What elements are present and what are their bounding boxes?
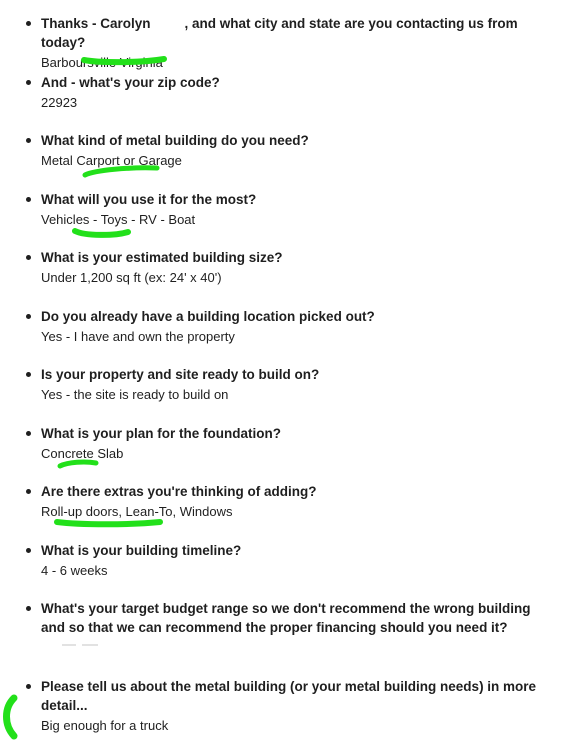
question-location <box>41 14 557 52</box>
bullet <box>26 255 31 260</box>
bullet <box>26 138 31 143</box>
qa-item-location <box>41 14 557 72</box>
question-location-picked: Do you already have a building location picked out? <box>41 309 375 324</box>
green-underline-vehicles <box>75 231 128 235</box>
qa-item-location-picked <box>41 307 557 346</box>
question-extras: Are there extras you're thinking of adding? <box>41 484 317 499</box>
bullet <box>26 489 31 494</box>
answer-zip: 22923 <box>41 95 78 110</box>
redacted-name <box>151 17 185 31</box>
qa-item-size <box>41 248 557 287</box>
answer-size: Under 1,200 sq ft (ex: 24' x 40') <box>41 270 222 285</box>
bullet <box>26 548 31 553</box>
qa-item-budget <box>41 599 557 638</box>
answer-location-picked: Yes - I have and own the property <box>41 329 235 344</box>
answer-timeline: 4 - 6 weeks <box>41 563 108 578</box>
question-location-post: , and what city and state are you contacting us from today? <box>41 16 518 50</box>
qa-item-site-ready <box>41 365 557 404</box>
bullet <box>26 684 31 689</box>
faint-text-remnant <box>62 642 98 648</box>
bullet <box>26 197 31 202</box>
qa-item-foundation <box>41 424 557 463</box>
question-budget: What's your target budget range so we don't recommend the wrong building and so that we can recommend the proper financing should you need it? <box>41 601 531 635</box>
question-location-pre: Thanks - Carolyn <box>41 16 151 31</box>
bullet <box>26 21 31 26</box>
question-timeline: What is your building timeline? <box>41 543 242 558</box>
answer-details: Big enough for a truck <box>41 718 169 733</box>
question-site-ready: Is your property and site ready to build on? <box>41 367 320 382</box>
answer-usage: Vehicles - Toys - RV - Boat <box>41 212 196 227</box>
question-details: Please tell us about the metal building (or your metal building needs) in more detail... <box>41 679 537 713</box>
answer-extras: Roll-up doors, Lean-To, Windows <box>41 504 233 519</box>
qa-item-details <box>41 677 557 735</box>
answer-location: Barboursville Virginia <box>41 55 163 70</box>
qa-item-extras <box>41 482 557 521</box>
green-bracket-mark <box>7 698 15 736</box>
bullet <box>26 431 31 436</box>
answer-foundation: Concrete Slab <box>41 446 124 461</box>
qa-item-usage <box>41 190 557 229</box>
bullet <box>26 372 31 377</box>
question-foundation: What is your plan for the foundation? <box>41 426 281 441</box>
bullet <box>26 80 31 85</box>
question-building-type: What kind of metal building do you need? <box>41 133 309 148</box>
qa-item-building-type <box>41 131 557 170</box>
question-zip: And - what's your zip code? <box>41 75 220 90</box>
qa-item-timeline <box>41 541 557 580</box>
bullet <box>26 606 31 611</box>
qa-item-zip <box>41 73 557 112</box>
question-usage: What will you use it for the most? <box>41 192 257 207</box>
green-underline-extras <box>57 522 160 524</box>
question-size: What is your estimated building size? <box>41 250 283 265</box>
answer-building-type: Metal Carport or Garage <box>41 153 182 168</box>
answer-site-ready: Yes - the site is ready to build on <box>41 387 229 402</box>
bullet <box>26 314 31 319</box>
